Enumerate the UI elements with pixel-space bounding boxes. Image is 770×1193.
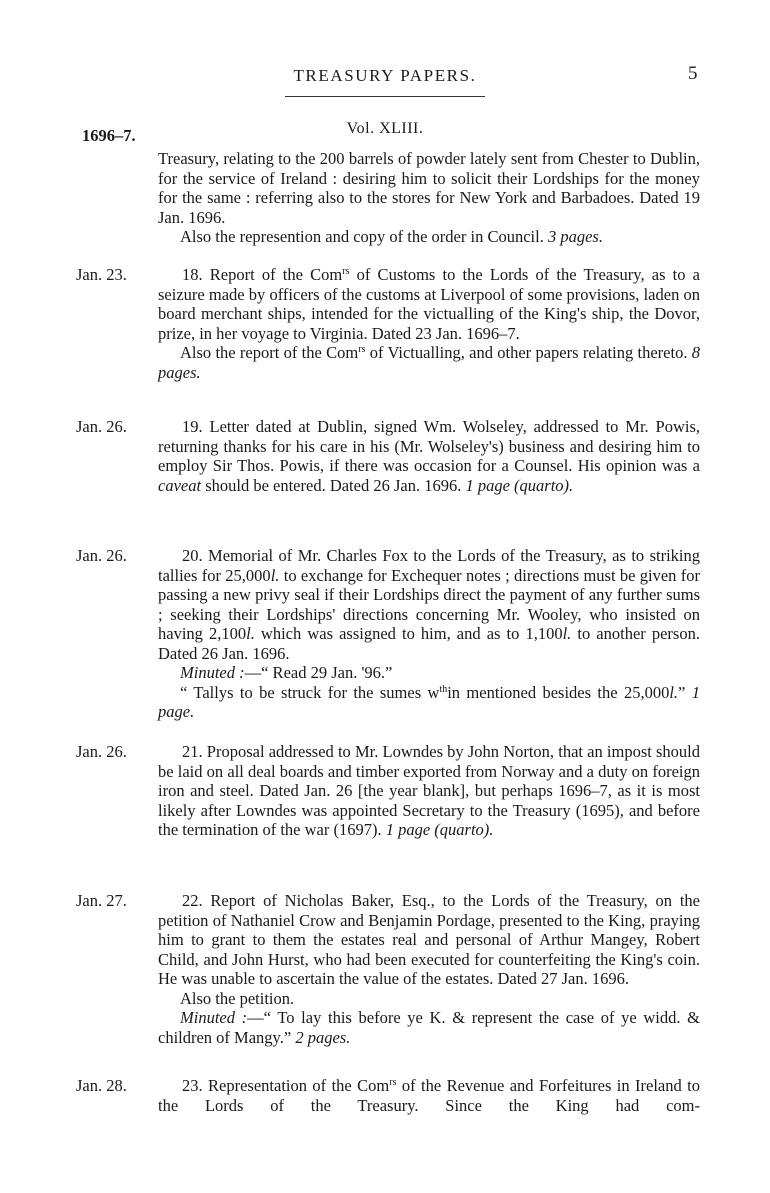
entry-21-text: [158, 742, 700, 840]
entry-20-l1: l.: [270, 565, 280, 585]
entry-18-sup: rs: [342, 266, 350, 277]
continuation-entry: [158, 149, 700, 247]
entry-22-date: Jan. 27.: [76, 891, 127, 910]
continuation-pages: 3 pages.: [547, 227, 603, 246]
entry-22-also: Also the petition.: [180, 988, 295, 1008]
entry-21: [158, 742, 700, 840]
running-title: TREASURY PAPERS.: [293, 66, 477, 85]
entry-18-also-b: of Victualling, and other papers relating thereto.: [365, 343, 688, 362]
entry-23-text-a: 23. Representation of the Com: [182, 1076, 390, 1095]
entry-21-pages: 1 page (quarto).: [385, 820, 494, 839]
entry-20-text-d: to another person. Dated 26 Jan. 1696.: [158, 624, 700, 663]
entry-20-text-a: 20. Memorial of Mr. Charles Fox to the Lords of the Treasury, as to striking tallies for 25,000: [158, 546, 700, 585]
entry-20-quote-c: ”: [678, 682, 686, 702]
entry-18-date: Jan. 23.: [76, 265, 127, 284]
continuation-also-text: Also the represention and copy of the order in Council.: [180, 227, 544, 246]
entry-18-text: [158, 265, 700, 343]
entry-18-text-a: 18. Report of the Com: [182, 265, 343, 284]
entry-22-text: [158, 891, 700, 989]
entry-20-quote-a: “ Tallys to be struck for the sumes w: [180, 682, 440, 702]
entry-22-pages: 2 pages.: [295, 1027, 351, 1047]
entry-20-date: Jan. 26.: [76, 546, 127, 565]
entry-18-also: [158, 343, 700, 382]
entry-20-minuted-label: Minuted :: [180, 663, 245, 682]
entry-20-text-c: which was assigned to him, and as to 1,100: [254, 624, 563, 643]
year-marginal: 1696–7.: [82, 126, 136, 145]
entry-19: [158, 417, 700, 495]
page-number: 5: [688, 63, 698, 84]
entry-18-text-b: of Customs to the Lords of the Treasury, as to a seizure made by officers of the customs at Liverpool of some provisions, laden on board merchant ships, intended for the victualling of the King's ship, the Dovor, prize, in her voyage to Virginia. Dated 23 Jan. 1696–7.: [158, 265, 700, 343]
entry-20-l2: l.: [246, 624, 255, 643]
entry-20-text: [158, 546, 700, 663]
entry-23-text: [158, 1076, 700, 1115]
entry-20: [158, 546, 700, 722]
entry-18-also-sup: rs: [358, 344, 366, 355]
entry-22-minuted: [158, 1008, 700, 1047]
entry-20-text-b: to exchange for Exchequer notes ; directions must be given for passing a new privy seal if their Lordships direct the payment of any further sums ; seeking their Lordships' directions concerning Mr. Wooley, who insisted on having 2,100: [158, 565, 700, 643]
entry-22: [158, 891, 700, 1047]
entry-19-date: Jan. 26.: [76, 417, 127, 436]
entry-19-text-a: 19. Letter dated at Dublin, signed Wm. Wolseley, addressed to Mr. Powis, returning thanks for his care in his (Mr. Wolseley's) business and desiring him to employ Sir Thos. Powis, if there was occasion for a Counsel. His opinion was a: [158, 417, 700, 475]
entry-19-pages: 1 page (quarto).: [465, 475, 574, 495]
entry-21-date: Jan. 26.: [76, 742, 127, 761]
entry-18-pages: 8 pages.: [158, 343, 700, 382]
continuation-body: Treasury, relating to the 200 barrels of powder lately sent from Chester to Dublin, for the service of Ireland : desiring him to solicit their Lordships for the money for the same : referring also to the stores for New York and Barbadoes. Dated 19 Jan. 1696.: [158, 149, 700, 227]
entry-23-date: Jan. 28.: [76, 1076, 127, 1095]
entry-20-quote-l: l.: [669, 682, 679, 702]
entry-23: [158, 1076, 700, 1115]
entry-20-l3: l.: [562, 624, 572, 643]
entry-22-minuted-label: Minuted :: [180, 1008, 248, 1027]
entry-20-quote-sup: th: [439, 683, 448, 695]
entry-20-minuted-text: —“ Read 29 Jan. '96.”: [244, 663, 393, 682]
entry-22-body: 22. Report of Nicholas Baker, Esq., to the Lords of the Treasury, on the petition of Nathaniel Crow and Benjamin Pordage, presented to the King, praying him to grant to them the estates real and personal of Arthur Mangey, Robert Child, and John Hurst, who had been executed for counterfeiting the King's coin. He was unable to ascertain the value of the estates. Dated 27 Jan. 1696.: [158, 891, 700, 988]
entry-19-text-b: should be entered. Dated 26 Jan. 1696.: [201, 475, 462, 495]
continuation-text: [158, 149, 700, 227]
entry-18-also-a: Also the report of the Com: [180, 343, 359, 362]
entry-22-minuted-text: —“ To lay this before ye K. & represent the case of ye widd. & children of Mangy.”: [158, 1008, 701, 1047]
entry-19-text: [158, 417, 700, 495]
volume-heading: Vol. XLIII.: [346, 120, 424, 137]
entry-23-text-b: of the Revenue and Forfeitures in Ireland to the Lords of the Treasury. Since the King had com-: [158, 1076, 700, 1115]
entry-19-caveat: caveat: [158, 475, 202, 495]
entry-20-minuted: [158, 663, 700, 683]
continuation-also: [158, 227, 700, 247]
entry-21-body: 21. Proposal addressed to Mr. Lowndes by John Norton, that an impost should be laid on all deal boards and timber exported from Norway and a duty on foreign iron and steel. Dated Jan. 26 [the year blank], but perhaps 1696–7, as it is most likely after Lowndes was appointed Secretary to the Treasury (1695), and before the termination of the war (1697).: [158, 742, 700, 839]
entry-20-quote-b: in mentioned besides the 25,000: [447, 682, 670, 702]
entry-23-sup: rs: [389, 1077, 397, 1088]
entry-20-quote: [158, 683, 700, 722]
header-rule: [285, 96, 485, 97]
entry-18: [158, 265, 700, 382]
entry-20-pages: 1 page.: [158, 682, 701, 721]
